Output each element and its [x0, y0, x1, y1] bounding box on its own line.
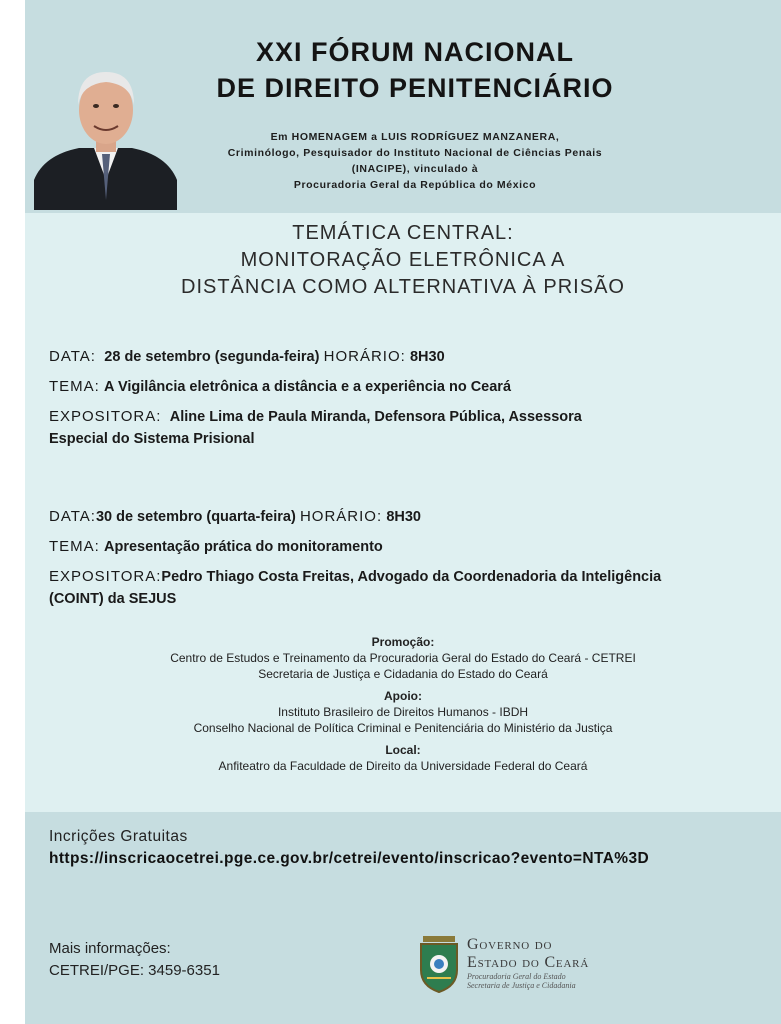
central-theme	[25, 220, 781, 301]
session-date-row	[49, 506, 764, 528]
title-line-1: XXI FÓRUM NACIONAL	[256, 37, 574, 67]
session-date-row	[49, 346, 764, 368]
session-speaker-cont: (COINT) da SEJUS	[49, 591, 177, 607]
info-phone: CETREI/PGE: 3459-6351	[49, 962, 220, 979]
promotion-line: Centro de Estudos e Treinamento da Procuradoria Geral do Estado do Ceará - CETREI	[170, 651, 636, 665]
footer-band	[25, 812, 781, 1024]
session-speaker-cont: Especial do Sistema Prisional	[49, 431, 255, 447]
topic-label: TEMA:	[49, 538, 100, 555]
support-block	[25, 688, 781, 736]
homage-text	[145, 129, 685, 193]
registration-link[interactable]: https://inscricaocetrei.pge.ce.gov.br/cetrei/evento/inscricao?evento=NTA%3D	[49, 850, 650, 867]
session-topic-row	[49, 376, 764, 398]
session-2	[49, 506, 764, 610]
homage-line: Em HOMENAGEM a LUIS RODRÍGUEZ MANZANERA,	[270, 131, 560, 143]
session-topic: Apresentação prática do monitoramento	[104, 539, 383, 555]
government-logo	[417, 934, 637, 996]
session-speaker-row	[49, 566, 764, 588]
session-time: 8H30	[386, 509, 421, 525]
contact-info	[49, 938, 220, 982]
theme-line-1: TEMÁTICA CENTRAL:	[292, 222, 514, 244]
event-poster	[25, 0, 781, 1024]
support-line: Instituto Brasileiro de Direitos Humanos - IBDH	[277, 705, 529, 719]
date-label: DATA:	[49, 348, 96, 365]
homage-line: Procuradoria Geral da República do México	[293, 179, 537, 191]
session-1	[49, 346, 764, 450]
session-speaker-row-cont	[49, 428, 764, 450]
coat-of-arms-icon	[417, 934, 461, 994]
government-sub-1: Procuradoria Geral do Estado	[467, 972, 566, 981]
promotion-block	[25, 634, 781, 682]
promotion-title: Promoção:	[371, 635, 435, 649]
venue-title: Local:	[385, 743, 421, 757]
speaker-label: EXPOSITORA:	[49, 568, 162, 585]
session-topic-row	[49, 536, 764, 558]
government-line-2: Estado do Ceará	[467, 954, 590, 971]
promotion-line: Secretaria de Justiça e Cidadania do Estado do Ceará	[258, 667, 548, 681]
registration-label: Incrições Gratuitas	[49, 828, 188, 845]
header-band	[25, 0, 781, 213]
homage-line: Criminólogo, Pesquisador do Instituto Nacional de Ciências Penais	[227, 147, 603, 159]
government-sub-2: Secretaria de Justiça e Cidadania	[467, 981, 576, 990]
topic-label: TEMA:	[49, 378, 100, 395]
session-topic: A Vigilância eletrônica a distância e a experiência no Ceará	[104, 379, 512, 395]
info-label: Mais informações:	[49, 940, 171, 957]
session-speaker: Pedro Thiago Costa Freitas, Advogado da Coordenadoria da Inteligência	[161, 569, 662, 585]
support-title: Apoio:	[384, 689, 422, 703]
theme-line-3: DISTÂNCIA COMO ALTERNATIVA À PRISÃO	[181, 276, 625, 298]
session-time: 8H30	[409, 349, 445, 365]
session-speaker: Aline Lima de Paula Miranda, Defensora Pública, Assessora	[169, 409, 582, 425]
session-speaker-row-cont	[49, 588, 764, 610]
theme-line-2: MONITORAÇÃO ELETRÔNICA A	[240, 249, 566, 271]
date-label: DATA:	[49, 508, 96, 525]
government-line-1: Governo do	[467, 936, 553, 953]
session-date: 30 de setembro (quarta-feira)	[95, 509, 296, 525]
homage-line: (INACIPE), vinculado à	[351, 163, 479, 175]
time-label: HORÁRIO:	[299, 508, 383, 525]
support-line: Conselho Nacional de Política Criminal e Penitenciária do Ministério da Justiça	[193, 721, 613, 735]
venue-line: Anfiteatro da Faculdade de Direito da Universidade Federal do Ceará	[218, 759, 588, 773]
venue-block	[25, 742, 781, 774]
credits	[25, 634, 781, 780]
session-speaker-row	[49, 406, 764, 428]
event-title	[145, 34, 685, 106]
title-line-2: DE DIREITO PENITENCIÁRIO	[216, 73, 614, 103]
government-text	[467, 936, 589, 990]
speaker-label: EXPOSITORA:	[49, 408, 162, 425]
session-date: 28 de setembro (segunda-feira)	[104, 349, 320, 365]
time-label: HORÁRIO:	[323, 348, 406, 365]
